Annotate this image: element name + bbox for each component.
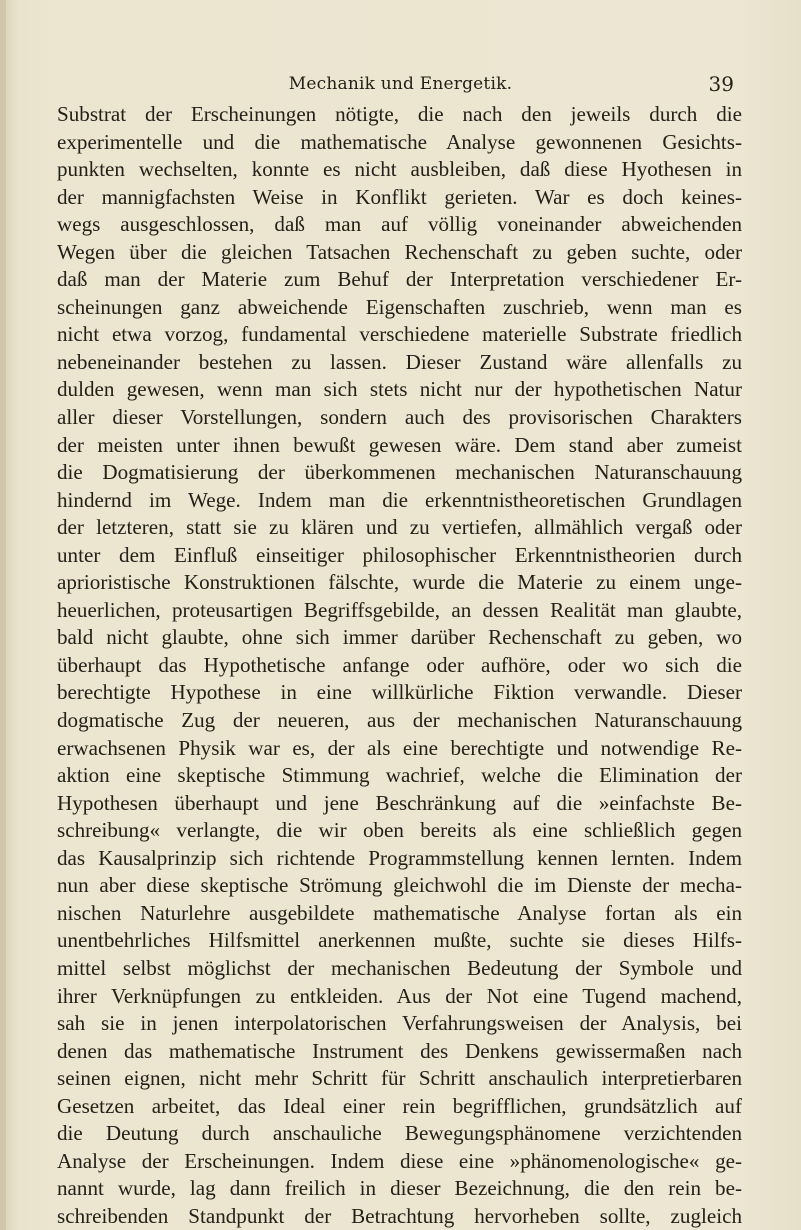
text-line: mittel selbst möglichst der mechanischen Bedeutung der Symbole und	[57, 955, 742, 980]
text-line: ihrer Verknüpfungen zu entkleiden. Aus der Not eine Tugend machend,	[57, 983, 742, 1008]
text-line: nun aber diese skeptische Strömung gleichwohl die im Dienste der mecha-	[57, 873, 742, 898]
text-line: Wegen über die gleichen Tatsachen Rechenschaft zu geben suchte, oder	[57, 239, 742, 264]
text-line: sah sie in jenen interpolatorischen Verfahrungsweisen der Analysis, bei	[57, 1011, 742, 1036]
text-line: die Dogmatisierung der überkommenen mechanischen Naturanschauung	[57, 460, 742, 485]
text-line: der meisten unter ihnen bewußt gewesen wäre. Dem stand aber zumeist	[57, 432, 742, 457]
text-line: das Kausalprinzip sich richtende Programmstellung kennen lernten. Indem	[57, 845, 742, 870]
text-line: scheinungen ganz abweichende Eigenschaften zuschrieb, wenn man es	[57, 294, 742, 319]
text-line: denen das mathematische Instrument des Denkens gewissermaßen nach	[57, 1038, 742, 1063]
text-line: daß man der Materie zum Behuf der Interpretation verschiedener Er-	[57, 267, 742, 292]
text-line: seinen eignen, nicht mehr Schritt für Schritt anschaulich interpretierbaren	[57, 1066, 742, 1091]
text-line: punkten wechselten, konnte es nicht ausbleiben, daß diese Hyothesen in	[57, 157, 742, 182]
text-line: Analyse der Erscheinungen. Indem diese eine »phänomenologische« ge-	[57, 1148, 742, 1173]
text-line: wegs ausgeschlossen, daß man auf völlig voneinander abweichenden	[57, 212, 742, 237]
text-line: schreibenden Standpunkt der Betrachtung hervorheben sollte, zugleich	[57, 1203, 742, 1228]
page-number: 39	[708, 72, 734, 96]
text-line: bald nicht glaubte, ohne sich immer darüber Rechenschaft zu geben, wo	[57, 625, 742, 650]
text-line: nebeneinander bestehen zu lassen. Dieser Zustand wäre allenfalls zu	[57, 349, 742, 374]
text-line: experimentelle und die mathematische Analyse gewonnenen Gesichts-	[57, 129, 742, 154]
text-line: Hypothesen überhaupt und jene Beschränkung auf die »einfachste Be-	[57, 790, 742, 815]
text-line: der mannigfachsten Weise in Konflikt gerieten. War es doch keines-	[57, 184, 742, 209]
text-line: dulden gewesen, wenn man sich stets nicht nur der hypothetischen Natur	[57, 377, 742, 402]
text-line: berechtigte Hypothese in eine willkürliche Fiktion verwandle. Dieser	[57, 680, 742, 705]
text-line: unter dem Einfluß einseitiger philosophischer Erkenntnistheorien durch	[57, 542, 742, 567]
text-line: erwachsenen Physik war es, der als eine berechtigte und notwendige Re-	[57, 735, 742, 760]
text-line: aller dieser Vorstellungen, sondern auch des provisorischen Charakters	[57, 405, 742, 430]
text-line: schreibung« verlangte, die wir oben bereits als eine schließlich gegen	[57, 818, 742, 843]
text-line: die Deutung durch anschauliche Bewegungsphänomene verzichtenden	[57, 1121, 742, 1146]
text-line: Gesetzen arbeitet, das Ideal einer rein begrifflichen, grundsätzlich auf	[57, 1093, 742, 1118]
text-line: überhaupt das Hypothetische anfange oder aufhöre, oder wo sich die	[57, 652, 742, 677]
text-line: aktion eine skeptische Stimmung wachrief, welche die Elimination der	[57, 763, 742, 788]
text-line: nischen Naturlehre ausgebildete mathematische Analyse fortan als ein	[57, 900, 742, 925]
text-line: heuerlichen, proteusartigen Begriffsgebilde, an dessen Realität man glaubte,	[57, 597, 742, 622]
text-line: der letzteren, statt sie zu klären und zu vertiefen, allmählich vergaß oder	[57, 515, 742, 540]
text-line: Substrat der Erscheinungen nötigte, die nach den jeweils durch die	[57, 102, 742, 126]
text-line: hindernd im Wege. Indem man die erkenntnistheoretischen Grundlagen	[57, 487, 742, 512]
text-line: dogmatische Zug der neueren, aus der mechanischen Naturanschauung	[57, 708, 742, 733]
text-line: aprioristische Konstruktionen fälschte, wurde die Materie zu einem unge-	[57, 570, 742, 595]
text-line: nannt wurde, lag dann freilich in dieser Bezeichnung, die den rein be-	[57, 1176, 742, 1201]
page-binding-edge	[0, 0, 6, 1230]
text-line: nicht etwa vorzog, fundamental verschiedene materielle Substrate friedlich	[57, 322, 742, 347]
page-header	[0, 74, 801, 104]
text-line: unentbehrliches Hilfsmittel anerkennen mußte, suchte sie dieses Hilfs-	[57, 928, 742, 953]
running-title: Mechanik und Energetik.	[288, 74, 513, 94]
body-paragraph	[57, 101, 742, 1230]
